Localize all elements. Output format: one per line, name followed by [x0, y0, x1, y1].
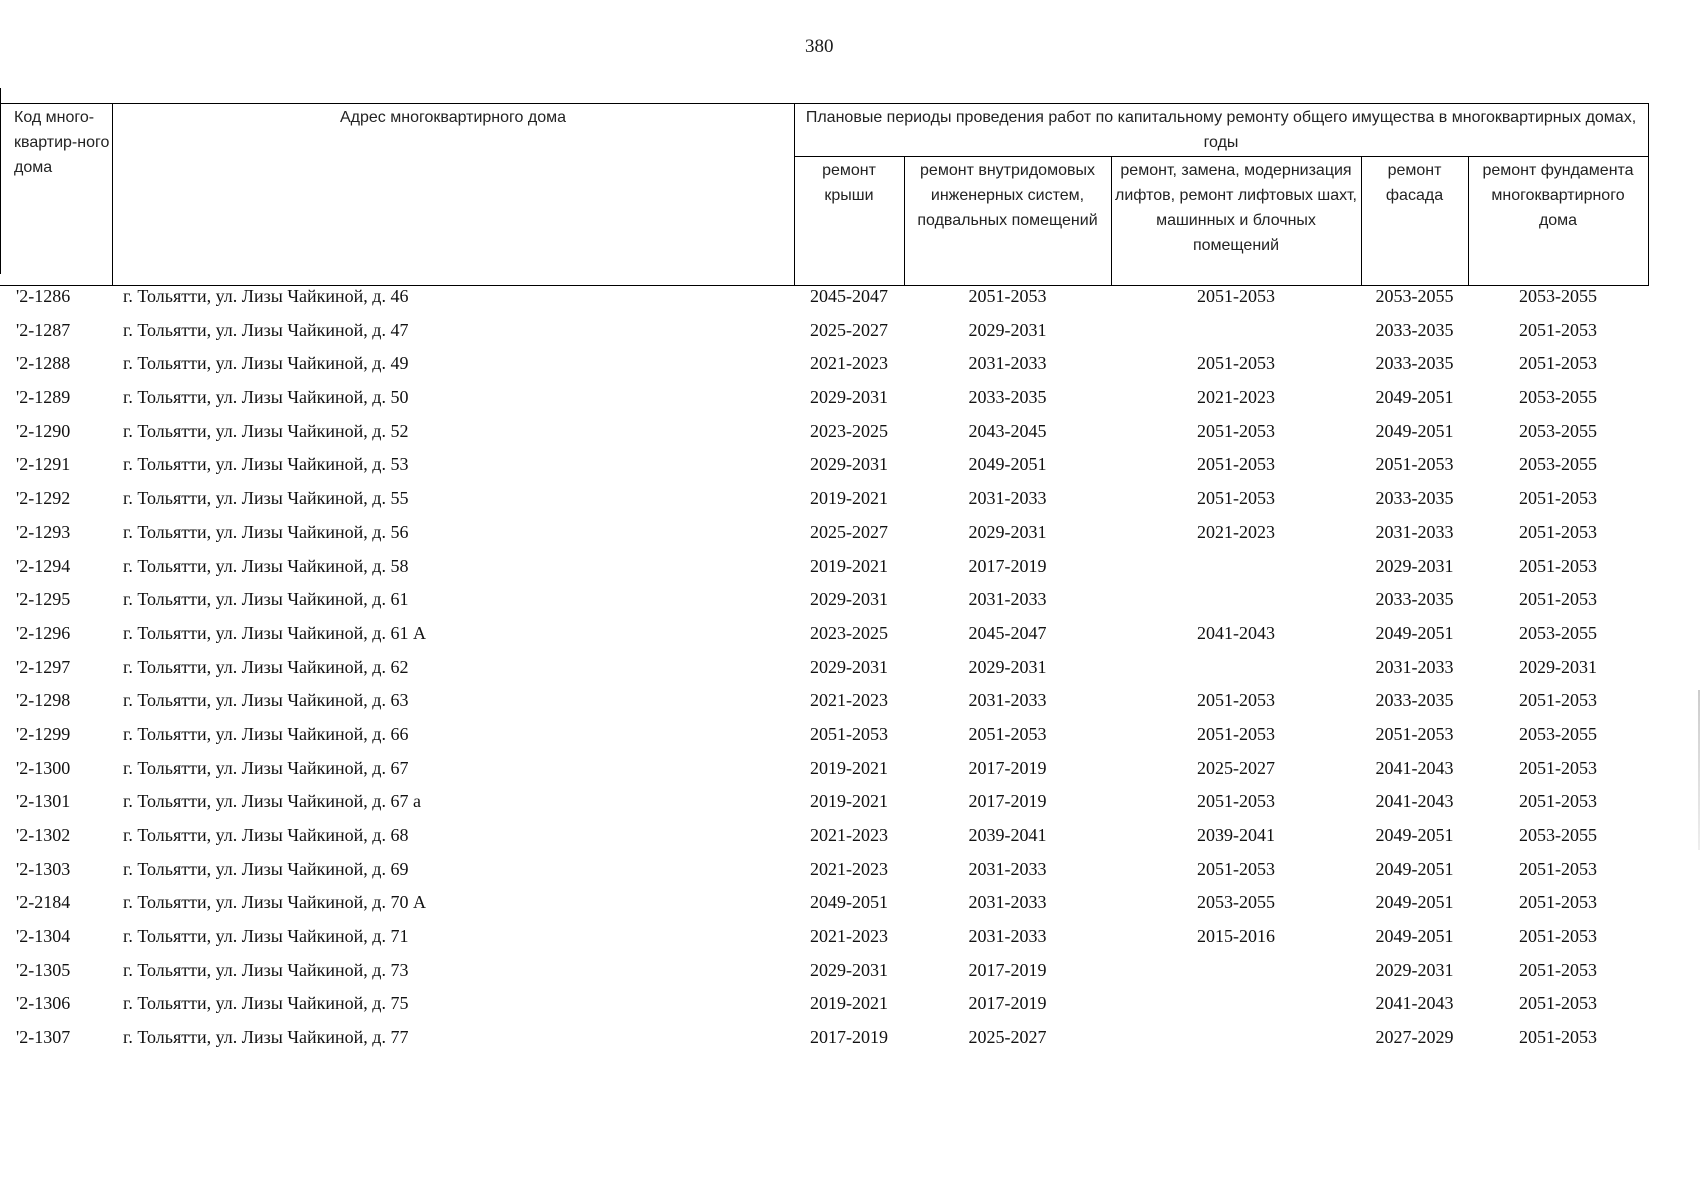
table-row — [0, 387, 1648, 421]
table-row — [0, 791, 1648, 825]
house-address: г. Тольятти, ул. Лизы Чайкиной, д. 56 — [123, 521, 409, 542]
foundation-period: 2051-2053 — [1519, 959, 1597, 980]
house-address: г. Тольятти, ул. Лизы Чайкиной, д. 61 — [123, 589, 409, 610]
house-code: '2-1304 — [16, 926, 71, 947]
house-code: '2-1298 — [16, 690, 71, 711]
facade-period: 2041-2043 — [1375, 993, 1454, 1014]
foundation-period: 2051-2053 — [1519, 858, 1597, 879]
facade-period: 2051-2053 — [1375, 454, 1454, 475]
header-elevators: ремонт, замена, модернизация лифтов, ремонт лифтовых шахт, машинных и блочных помещений — [1111, 157, 1361, 286]
foundation-period: 2051-2053 — [1519, 555, 1597, 576]
table-row — [0, 421, 1648, 455]
house-address: г. Тольятти, ул. Лизы Чайкиной, д. 71 — [123, 926, 409, 947]
table-row — [0, 690, 1648, 724]
facade-period: 2049-2051 — [1375, 387, 1454, 408]
systems-period: 2039-2041 — [968, 825, 1047, 845]
header-periods-group: Плановые периоды проведения работ по капитальному ремонту общего имущества в многоквартирных домах, годы — [794, 104, 1648, 157]
systems-period: 2031-2033 — [968, 926, 1047, 947]
table-row — [0, 960, 1648, 994]
house-code: '2-1297 — [16, 656, 71, 677]
house-address: г. Тольятти, ул. Лизы Чайкиной, д. 55 — [123, 488, 409, 509]
house-code: '2-1301 — [16, 791, 71, 812]
house-code: '2-1307 — [16, 1027, 71, 1048]
house-address: г. Тольятти, ул. Лизы Чайкиной, д. 58 — [123, 555, 409, 576]
facade-period: 2033-2035 — [1375, 488, 1454, 509]
systems-period: 2029-2031 — [968, 656, 1047, 677]
elevators-period — [1111, 320, 1361, 354]
systems-period: 2031-2033 — [968, 690, 1047, 711]
roof-period: 2021-2023 — [810, 690, 888, 711]
house-code: '2-1290 — [16, 420, 71, 441]
facade-period: 2049-2051 — [1375, 926, 1454, 947]
roof-period: 2029-2031 — [810, 387, 888, 408]
table-row — [0, 488, 1648, 522]
facade-period: 2053-2055 — [1375, 286, 1454, 306]
table-body — [0, 286, 1648, 1061]
table-row — [0, 589, 1648, 623]
facade-period: 2033-2035 — [1375, 319, 1454, 340]
elevators-period: 2021-2023 — [1197, 521, 1275, 542]
facade-period: 2049-2051 — [1375, 825, 1454, 845]
table-row — [0, 353, 1648, 387]
foundation-period: 2051-2053 — [1519, 1027, 1597, 1048]
roof-period: 2029-2031 — [810, 656, 888, 677]
elevators-period: 2041-2043 — [1197, 622, 1275, 643]
elevators-period — [1111, 556, 1361, 590]
house-address: г. Тольятти, ул. Лизы Чайкиной, д. 47 — [123, 319, 409, 340]
house-code: '2-1300 — [16, 757, 71, 778]
systems-period: 2017-2019 — [968, 757, 1047, 778]
facade-period: 2031-2033 — [1375, 521, 1454, 542]
facade-period: 2033-2035 — [1375, 690, 1454, 711]
elevators-period — [1111, 589, 1361, 623]
roof-period: 2025-2027 — [810, 521, 888, 542]
table-row — [0, 926, 1648, 960]
systems-period: 2031-2033 — [968, 589, 1047, 610]
foundation-period: 2051-2053 — [1519, 791, 1597, 812]
header-roof: ремонт крыши — [794, 157, 904, 286]
facade-period: 2033-2035 — [1375, 353, 1454, 374]
foundation-period: 2051-2053 — [1519, 690, 1597, 711]
systems-period: 2033-2035 — [968, 387, 1047, 408]
elevators-period: 2021-2023 — [1197, 387, 1275, 408]
house-address: г. Тольятти, ул. Лизы Чайкиной, д. 52 — [123, 420, 409, 441]
facade-period: 2027-2029 — [1375, 1027, 1454, 1048]
systems-period: 2025-2027 — [968, 1027, 1047, 1048]
house-address: г. Тольятти, ул. Лизы Чайкиной, д. 67 — [123, 757, 409, 778]
house-code: '2-2184 — [16, 892, 71, 913]
systems-period: 2031-2033 — [968, 353, 1047, 374]
house-code: '2-1306 — [16, 993, 71, 1014]
systems-period: 2049-2051 — [968, 454, 1047, 475]
table-row — [0, 623, 1648, 657]
foundation-period: 2053-2055 — [1519, 622, 1597, 643]
facade-period: 2051-2053 — [1375, 723, 1454, 744]
facade-period: 2029-2031 — [1375, 555, 1454, 576]
foundation-period: 2051-2053 — [1519, 488, 1597, 509]
facade-period: 2049-2051 — [1375, 858, 1454, 879]
elevators-period: 2025-2027 — [1197, 757, 1275, 778]
repair-schedule-table — [0, 103, 1649, 1061]
table-row — [0, 758, 1648, 792]
elevators-period: 2051-2053 — [1197, 488, 1275, 509]
systems-period: 2051-2053 — [968, 286, 1047, 306]
elevators-period: 2051-2053 — [1197, 791, 1275, 812]
table-row — [0, 286, 1648, 320]
systems-period: 2017-2019 — [968, 791, 1047, 812]
house-code: '2-1289 — [16, 387, 71, 408]
elevators-period: 2015-2016 — [1197, 926, 1275, 947]
roof-period: 2029-2031 — [810, 454, 888, 475]
foundation-period: 2051-2053 — [1519, 521, 1597, 542]
house-address: г. Тольятти, ул. Лизы Чайкиной, д. 46 — [123, 286, 409, 306]
elevators-period: 2053-2055 — [1197, 892, 1275, 913]
elevators-period — [1111, 1027, 1361, 1061]
house-address: г. Тольятти, ул. Лизы Чайкиной, д. 49 — [123, 353, 409, 374]
elevators-period: 2051-2053 — [1197, 454, 1275, 475]
facade-period: 2041-2043 — [1375, 757, 1454, 778]
roof-period: 2019-2021 — [810, 488, 888, 509]
table-row — [0, 522, 1648, 556]
systems-period: 2043-2045 — [968, 420, 1047, 441]
house-code: '2-1302 — [16, 825, 71, 845]
table-row — [0, 657, 1648, 691]
table-row — [0, 1027, 1648, 1061]
house-address: г. Тольятти, ул. Лизы Чайкиной, д. 53 — [123, 454, 409, 475]
table-row — [0, 320, 1648, 354]
scan-edge-mark — [1698, 690, 1700, 850]
table-row — [0, 892, 1648, 926]
table-header — [0, 104, 1648, 286]
house-code: '2-1291 — [16, 454, 71, 475]
header-code: Код много-квартир-ного дома — [0, 104, 112, 286]
foundation-period: 2029-2031 — [1519, 656, 1597, 677]
table-row — [0, 724, 1648, 758]
roof-period: 2019-2021 — [810, 993, 888, 1014]
roof-period: 2019-2021 — [810, 791, 888, 812]
house-code: '2-1303 — [16, 858, 71, 879]
systems-period: 2031-2033 — [968, 488, 1047, 509]
house-code: '2-1293 — [16, 521, 71, 542]
foundation-period: 2051-2053 — [1519, 319, 1597, 340]
foundation-period: 2051-2053 — [1519, 892, 1597, 913]
table-row — [0, 825, 1648, 859]
systems-period: 2017-2019 — [968, 959, 1047, 980]
house-code: '2-1299 — [16, 723, 71, 744]
page-number: 380 — [805, 36, 834, 57]
table-row — [0, 993, 1648, 1027]
elevators-period: 2051-2053 — [1197, 858, 1275, 879]
house-address: г. Тольятти, ул. Лизы Чайкиной, д. 73 — [123, 959, 409, 980]
house-address: г. Тольятти, ул. Лизы Чайкиной, д. 62 — [123, 656, 409, 677]
roof-period: 2051-2053 — [810, 723, 888, 744]
house-code: '2-1288 — [16, 353, 71, 374]
facade-period: 2049-2051 — [1375, 622, 1454, 643]
facade-period: 2033-2035 — [1375, 589, 1454, 610]
house-code: '2-1292 — [16, 488, 71, 509]
foundation-period: 2051-2053 — [1519, 353, 1597, 374]
systems-period: 2051-2053 — [968, 723, 1047, 744]
facade-period: 2049-2051 — [1375, 420, 1454, 441]
house-address: г. Тольятти, ул. Лизы Чайкиной, д. 70 А — [123, 892, 426, 913]
foundation-period: 2053-2055 — [1519, 286, 1597, 306]
facade-period: 2029-2031 — [1375, 959, 1454, 980]
facade-period: 2031-2033 — [1375, 656, 1454, 677]
header-systems: ремонт внутридомовых инженерных систем, подвальных помещений — [904, 157, 1111, 286]
house-address: г. Тольятти, ул. Лизы Чайкиной, д. 50 — [123, 387, 409, 408]
elevators-period — [1111, 960, 1361, 994]
table-row — [0, 454, 1648, 488]
foundation-period: 2053-2055 — [1519, 420, 1597, 441]
roof-period: 2021-2023 — [810, 353, 888, 374]
roof-period: 2049-2051 — [810, 892, 888, 913]
house-address: г. Тольятти, ул. Лизы Чайкиной, д. 75 — [123, 993, 409, 1014]
roof-period: 2029-2031 — [810, 589, 888, 610]
roof-period: 2045-2047 — [810, 286, 888, 306]
header-facade: ремонт фасада — [1361, 157, 1468, 286]
house-code: '2-1295 — [16, 589, 71, 610]
foundation-period: 2051-2053 — [1519, 757, 1597, 778]
roof-period: 2023-2025 — [810, 622, 888, 643]
foundation-period: 2053-2055 — [1519, 454, 1597, 475]
house-code: '2-1287 — [16, 319, 71, 340]
roof-period: 2023-2025 — [810, 420, 888, 441]
house-code: '2-1294 — [16, 555, 71, 576]
foundation-period: 2051-2053 — [1519, 993, 1597, 1014]
elevators-period — [1111, 657, 1361, 691]
house-code: '2-1305 — [16, 959, 71, 980]
elevators-period: 2051-2053 — [1197, 420, 1275, 441]
table-row — [0, 859, 1648, 893]
systems-period: 2029-2031 — [968, 319, 1047, 340]
house-address: г. Тольятти, ул. Лизы Чайкиной, д. 61 А — [123, 622, 426, 643]
facade-period: 2049-2051 — [1375, 892, 1454, 913]
systems-period: 2031-2033 — [968, 858, 1047, 879]
systems-period: 2045-2047 — [968, 622, 1047, 643]
house-address: г. Тольятти, ул. Лизы Чайкиной, д. 66 — [123, 723, 409, 744]
elevators-period: 2051-2053 — [1197, 286, 1275, 306]
foundation-period: 2051-2053 — [1519, 926, 1597, 947]
roof-period: 2019-2021 — [810, 757, 888, 778]
facade-period: 2041-2043 — [1375, 791, 1454, 812]
systems-period: 2029-2031 — [968, 521, 1047, 542]
house-address: г. Тольятти, ул. Лизы Чайкиной, д. 77 — [123, 1027, 409, 1048]
foundation-period: 2051-2053 — [1519, 589, 1597, 610]
table-row — [0, 556, 1648, 590]
foundation-period: 2053-2055 — [1519, 723, 1597, 744]
roof-period: 2021-2023 — [810, 858, 888, 879]
elevators-period: 2051-2053 — [1197, 353, 1275, 374]
house-code: '2-1286 — [16, 286, 71, 306]
systems-period: 2017-2019 — [968, 993, 1047, 1014]
roof-period: 2025-2027 — [810, 319, 888, 340]
house-address: г. Тольятти, ул. Лизы Чайкиной, д. 67 а — [123, 791, 421, 812]
systems-period: 2031-2033 — [968, 892, 1047, 913]
foundation-period: 2053-2055 — [1519, 825, 1597, 845]
elevators-period: 2051-2053 — [1197, 690, 1275, 711]
roof-period: 2029-2031 — [810, 959, 888, 980]
systems-period: 2017-2019 — [968, 555, 1047, 576]
house-address: г. Тольятти, ул. Лизы Чайкиной, д. 69 — [123, 858, 409, 879]
roof-period: 2021-2023 — [810, 926, 888, 947]
roof-period: 2017-2019 — [810, 1027, 888, 1048]
roof-period: 2019-2021 — [810, 555, 888, 576]
house-code: '2-1296 — [16, 622, 71, 643]
elevators-period — [1111, 993, 1361, 1027]
elevators-period: 2051-2053 — [1197, 723, 1275, 744]
roof-period: 2021-2023 — [810, 825, 888, 845]
house-address: г. Тольятти, ул. Лизы Чайкиной, д. 63 — [123, 690, 409, 711]
elevators-period: 2039-2041 — [1197, 825, 1275, 845]
header-address: Адрес многоквартирного дома — [112, 104, 794, 286]
header-foundation: ремонт фундамента многоквартирного дома — [1468, 157, 1648, 286]
house-address: г. Тольятти, ул. Лизы Чайкиной, д. 68 — [123, 825, 409, 845]
foundation-period: 2053-2055 — [1519, 387, 1597, 408]
